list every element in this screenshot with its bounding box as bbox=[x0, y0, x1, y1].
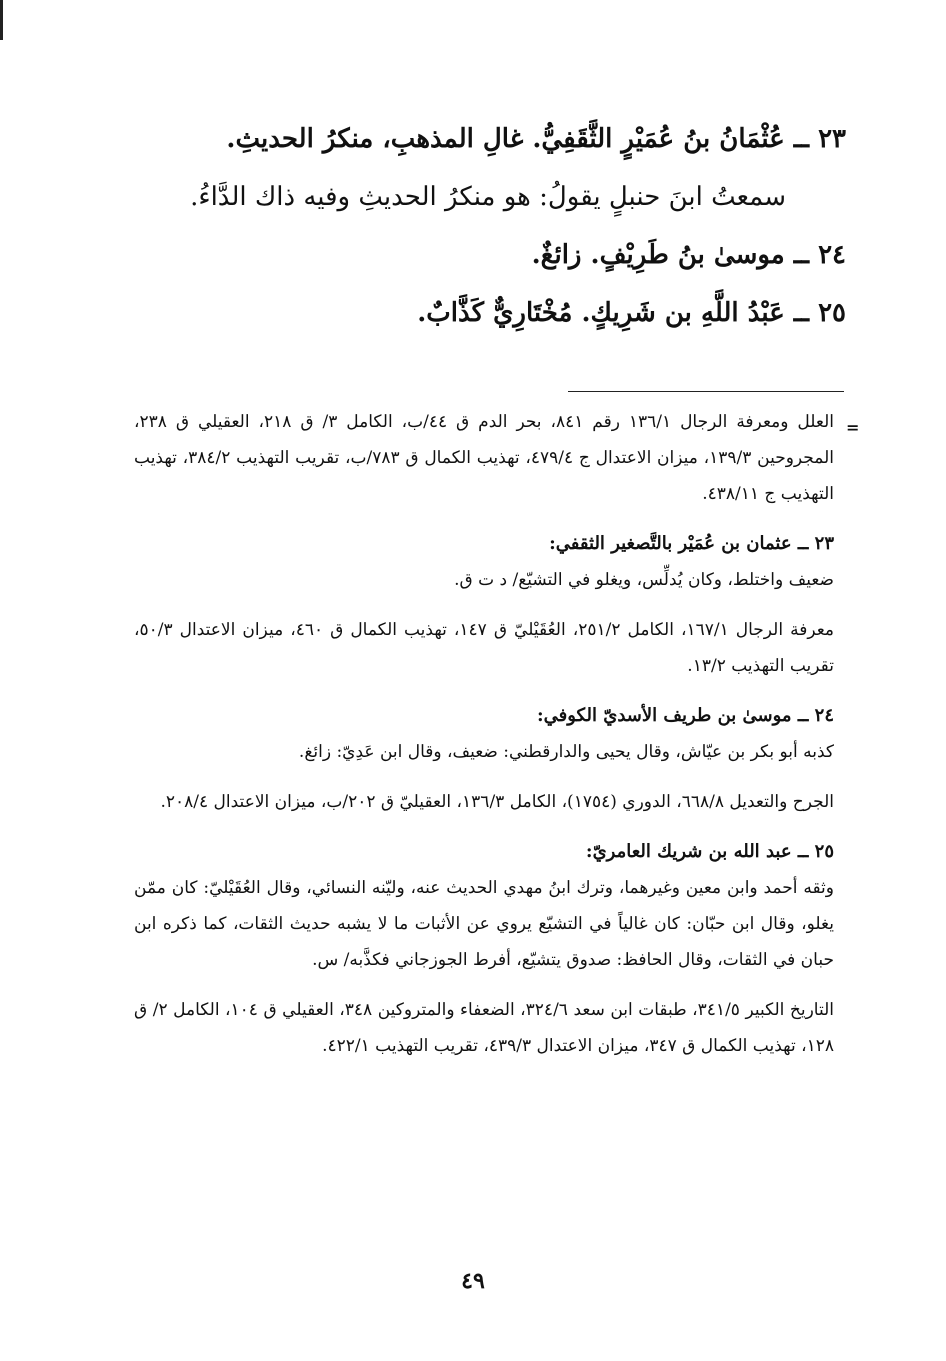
footnote-body-25: وثقه أحمد وابن معين وغيرهما، وترك ابنُ مهدي الحديث عنه، وليّنه النسائي، وقال العُقَيْليّ: كان ممّن يغلو، وقال ابن حبّان: كان غالياً في التشيّع يروي عن الأثبات ما لا يشبه حديث الثقات، كما ذكره ابن حبان في الثقات، وقال الحافظ: صدوق يتشيّع، أفرط الجوزجاني فكذَّبه/ س. bbox=[134, 878, 834, 970]
footnote-divider bbox=[568, 391, 844, 392]
scan-edge-mark bbox=[0, 0, 3, 40]
footnote-heading-25: ٢٥ ــ عبد الله بن شريك العامريّ: bbox=[585, 841, 834, 862]
footnote-heading-23: ٢٣ ــ عثمان بن عُمَيْر بالتَّصغير الثقفي: bbox=[549, 533, 834, 554]
footnote-refs-22: العلل ومعرفة الرجال ١٣٦/١ رقم ٨٤١، بحر الدم ق ٤٤/ب، الكامل ٣/ ق ٢١٨، العقيلي ق ٢٣٨، المجروحين ١٣٩/٣، ميزان الاعتدال ج ٤٧٩/٤، تهذيب الكمال ق ٧٨٣/ب، تقريب التهذيب ٣٨٤/٢، تهذيب التهذيب ج ٤٣٨/١١. bbox=[134, 412, 834, 504]
footnote-body-23: ضعيف واختلط، وكان يُدلِّس، ويغلو في التشيّع/ د ت ق. bbox=[454, 570, 834, 590]
entry-23-quote: سمعتُ ابنَ حنبلٍ يقولُ: هو منكرُ الحديثِ وفيه ذاك الدَّاءُ. bbox=[190, 182, 786, 212]
footnotes bbox=[134, 404, 834, 1064]
footnote-refs-23: معرفة الرجال ١٦٧/١، الكامل ٢٥١/٢، العُقَيْليّ ق ١٤٧، تهذيب الكمال ق ٤٦٠، ميزان الاعتدال ٥٠/٣، تقريب التهذيب ١٣/٢. bbox=[134, 620, 835, 676]
continuation-mark: = bbox=[846, 418, 860, 437]
footnote-refs-25: التاريخ الكبير ٣٤١/٥، طبقات ابن سعد ٣٢٤/٦، الضعفاء والمتروكين ٣٤٨، العقيلي ق ١٠٤، الكامل ٢/ ق ١٢٨، تهذيب الكمال ق ٣٤٧، ميزان الاعتدال ٤٣٩/٣، تقريب التهذيب ٤٢٢/١. bbox=[134, 1000, 835, 1056]
footnote-refs-24: الجرح والتعديل ٦٦٨/٨، الدوري (١٧٥٤)، الكامل ١٣٦/٣، العقيليّ ق ٢٠٢/ب، ميزان الاعتدال ٢٠٨/٤. bbox=[160, 792, 834, 812]
footnote-heading-24: ٢٤ ــ موسىٰ بن طريف الأسديّ الكوفي: bbox=[537, 705, 834, 726]
entry-25: ٢٥ ــ عَبْدُ اللَّهِ بن شَرِيكٍ. مُخْتَارِيٌّ كَذَّابٌ. bbox=[417, 298, 846, 328]
entry-24: ٢٤ ــ موسىٰ بنُ طَرِيْفٍ. زائغٌ. bbox=[531, 240, 846, 270]
main-text bbox=[126, 110, 846, 342]
entry-23: ٢٣ ــ عُثْمَانُ بنُ عُمَيْرٍ الثَّقَفِيُّ. غالِ المذهبِ، منكرُ الحديثِ. bbox=[226, 124, 846, 154]
page-number: ٤٩ bbox=[461, 1268, 485, 1294]
footnote-body-24: كذبه أبو بكر بن عيّاش، وقال يحيى والدارقطني: ضعيف، وقال ابن عَدِيّ: زائغ. bbox=[298, 742, 834, 762]
